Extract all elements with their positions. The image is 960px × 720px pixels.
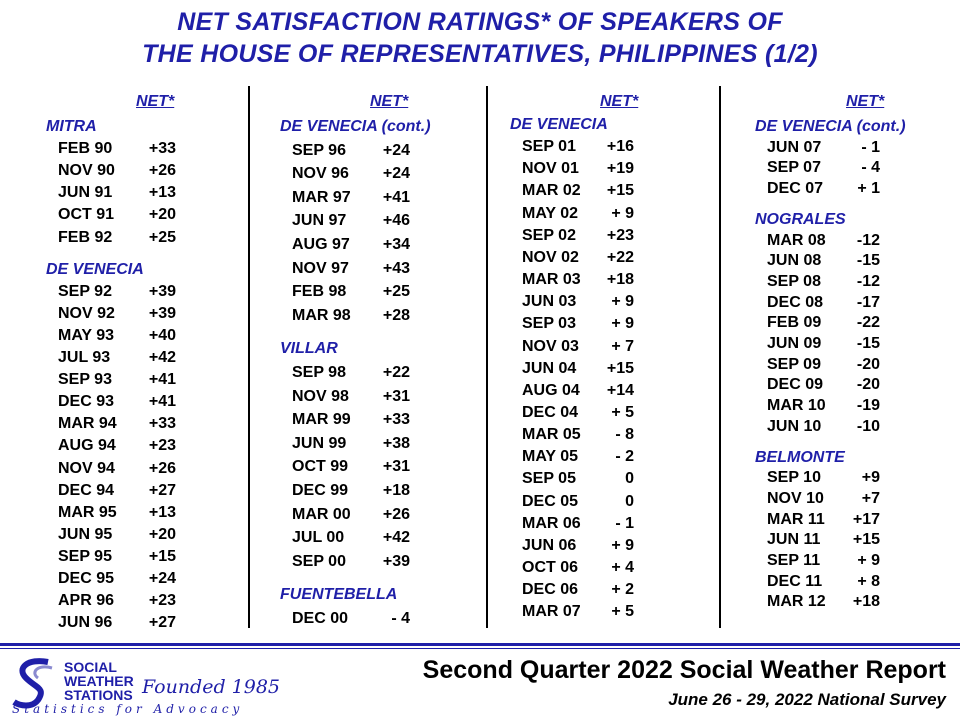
survey-date: MAR 07 [522,603,581,621]
survey-date: MAR 12 [767,593,826,611]
net-rating-value: - 4 [861,159,880,177]
net-rating-value: +27 [148,481,176,499]
net-rating-value: +14 [606,381,634,399]
survey-date: SEP 00 [292,552,346,570]
net-rating-value: +22 [606,248,634,266]
net-rating-value: -22 [856,314,880,332]
survey-date: DEC 95 [58,570,115,587]
survey-date: AUG 97 [292,236,350,253]
survey-date: JUN 04 [522,359,577,377]
survey-date: OCT 91 [58,206,115,224]
net-rating-value: +34 [382,236,410,253]
survey-date: JUN 95 [58,525,113,543]
survey-date: SEP 03 [522,315,576,333]
net-rating-value: + 7 [611,337,634,355]
net-rating-value: - 1 [615,514,634,532]
survey-date: JUN 97 [292,212,347,230]
net-rating-value: +26 [382,505,410,523]
logo-line-social: SOCIAL [64,659,117,675]
net-rating-value: +41 [148,393,176,411]
survey-date: MAR 00 [292,505,351,523]
survey-date: SEP 02 [522,226,576,244]
survey-date: DEC 93 [58,393,115,411]
net-header-1: NET* [136,93,175,110]
net-rating-value: +19 [606,160,634,178]
speaker-name: FUENTEBELLA [280,586,398,604]
net-rating-value: +18 [852,593,880,611]
net-rating-value: + 5 [611,403,634,421]
net-rating-value: + 9 [857,552,880,569]
net-rating-value: +33 [148,415,176,433]
net-rating-value: +22 [382,364,410,381]
net-rating-value: +43 [382,259,410,277]
net-rating-value: +25 [382,283,410,301]
logo-line-stations: STATIONS [64,687,133,703]
survey-date: NOV 10 [767,489,824,507]
net-rating-value: +39 [148,282,176,300]
survey-date: SEP 09 [767,355,821,373]
survey-date: AUG 94 [58,437,116,455]
survey-date: MAY 02 [522,204,579,222]
net-rating-value: +15 [148,547,176,565]
net-rating-value: + 8 [857,572,880,590]
survey-date: AUG 04 [522,381,580,399]
net-rating-value: +33 [382,411,410,429]
survey-date: MAR 05 [522,426,581,444]
net-rating-value: -20 [856,355,880,373]
report-title: Second Quarter 2022 Social Weather Report [422,656,946,684]
survey-date: JUN 08 [767,252,822,270]
net-rating-value: +33 [148,140,176,158]
survey-date: MAR 95 [58,503,117,521]
survey-date: MAR 97 [292,188,351,206]
survey-date: SEP 92 [58,282,112,300]
net-rating-value: +23 [148,437,176,455]
column-divider-3 [719,86,721,628]
net-rating-value: +13 [148,503,176,521]
logo-founded: Founded 1985 [142,676,281,698]
net-rating-value: +20 [148,525,176,543]
survey-date: APR 96 [58,592,115,610]
net-rating-value: +23 [148,592,176,610]
net-rating-value: +16 [606,138,634,156]
survey-date: SEP 96 [292,141,346,159]
net-rating-value: +39 [382,552,410,570]
survey-date: JUN 07 [767,138,822,156]
survey-date: DEC 07 [767,180,824,198]
logo-line-weather: WEATHER [64,673,134,689]
footer-rule-thin [0,648,960,649]
survey-date: NOV 92 [58,304,115,322]
survey-date: SEP 08 [767,272,821,290]
net-rating-value: +40 [148,326,176,344]
net-rating-value: +24 [148,570,176,587]
survey-date: NOV 90 [58,162,115,180]
survey-date: NOV 96 [292,165,349,183]
net-rating-value: +17 [852,510,880,528]
net-rating-value: +20 [148,206,176,224]
net-rating-value: +27 [148,614,176,632]
net-rating-value: -15 [856,252,880,270]
column-divider-1 [248,86,250,628]
net-rating-value: +26 [148,459,176,477]
speaker-name: NOGRALES [755,210,846,228]
survey-date: SEP 01 [522,138,576,156]
survey-date: FEB 09 [767,314,822,332]
survey-date: NOV 01 [522,160,579,178]
survey-date: JUN 06 [522,536,577,554]
survey-date: MAR 08 [767,231,826,249]
net-rating-value: + 4 [611,559,634,576]
net-rating-value: +38 [382,434,410,452]
survey-date: SEP 95 [58,547,112,565]
survey-dates: June 26 - 29, 2022 National Survey [668,690,946,709]
net-rating-value: -12 [856,272,880,290]
net-rating-value: + 9 [611,204,634,222]
net-rating-value: -12 [856,231,880,249]
survey-date: SEP 98 [292,364,346,381]
survey-date: NOV 97 [292,259,349,277]
survey-date: JUN 99 [292,434,347,452]
survey-date: FEB 98 [292,283,347,301]
net-rating-value: +31 [382,387,410,405]
survey-date: JUN 09 [767,335,822,352]
net-rating-value: 0 [625,492,634,510]
net-rating-value: + 2 [611,581,634,599]
net-rating-value: +13 [148,184,176,202]
survey-date: MAR 94 [58,415,117,433]
survey-date: SEP 07 [767,159,821,177]
net-rating-value: +24 [382,141,410,159]
survey-date: DEC 08 [767,293,824,311]
speaker-name: DE VENECIA [510,116,608,133]
title-line-2: THE HOUSE OF REPRESENTATIVES, PHILIPPINES (1/2) [142,40,818,68]
survey-date: SEP 05 [522,470,576,488]
net-rating-value: +15 [606,359,634,377]
survey-date: JUN 10 [767,417,822,435]
survey-date: DEC 94 [58,481,115,499]
survey-date: JUN 11 [767,531,821,549]
net-rating-value: +23 [606,226,634,244]
speaker-name: MITRA [46,118,97,135]
survey-date: DEC 04 [522,403,579,421]
net-rating-value: -19 [856,397,880,415]
net-rating-value: +24 [382,165,410,183]
net-rating-value: + 9 [611,536,634,554]
net-rating-value: -10 [856,417,880,435]
survey-date: SEP 93 [58,371,112,389]
survey-date: MAY 05 [522,448,579,466]
logo-org-name [64,660,134,702]
survey-date: MAY 93 [58,326,115,344]
net-rating-value: +42 [148,349,176,366]
survey-date: DEC 05 [522,492,579,510]
speaker-name: BELMONTE [755,448,845,466]
net-rating-value: +46 [382,212,410,230]
net-rating-value: +15 [606,182,634,200]
net-rating-value: +15 [852,531,880,549]
survey-date: MAR 10 [767,397,826,415]
net-rating-value: 0 [625,470,634,488]
net-rating-value: +41 [382,188,410,206]
net-rating-value: + 1 [857,180,880,198]
survey-date: OCT 06 [522,559,579,576]
net-rating-value: +42 [382,529,410,547]
net-rating-value: -20 [856,376,880,394]
survey-date: MAR 99 [292,411,351,429]
survey-date: MAR 98 [292,306,351,324]
net-rating-value: +9 [861,469,880,487]
net-rating-value: -15 [856,335,880,352]
survey-date: NOV 94 [58,459,115,477]
footer-rule [0,643,960,646]
survey-date: DEC 99 [292,482,349,499]
net-rating-value: +31 [382,458,410,476]
net-header-2: NET* [370,93,409,110]
survey-date: MAR 02 [522,182,581,200]
net-header-4: NET* [846,93,885,110]
net-rating-value: +26 [148,162,176,180]
survey-date: FEB 90 [58,140,113,158]
net-rating-value: +39 [148,304,176,322]
survey-date: NOV 02 [522,248,579,266]
survey-date: DEC 06 [522,581,579,599]
net-rating-value: - 8 [615,426,634,444]
net-rating-value: +28 [382,306,410,324]
net-rating-value: + 5 [611,603,634,621]
survey-date: OCT 99 [292,458,349,476]
net-rating-value: + 9 [611,315,634,333]
speaker-name: DE VENECIA (cont.) [755,118,906,135]
survey-date: JUL 93 [58,349,111,366]
survey-date: MAR 03 [522,271,581,289]
survey-date: DEC 00 [292,610,349,627]
survey-date: MAR 06 [522,514,581,532]
net-rating-value: + 9 [611,293,634,311]
net-header-3: NET* [600,93,639,110]
survey-date: FEB 92 [58,228,113,246]
net-rating-value: +18 [606,271,634,289]
survey-date: MAR 11 [767,510,825,528]
net-rating-value: +41 [148,371,176,389]
survey-date: SEP 10 [767,469,821,487]
page-title [0,6,960,70]
survey-date: JUL 00 [292,529,345,547]
speaker-name: VILLAR [280,340,338,358]
column-divider-2 [486,86,488,628]
survey-date: NOV 98 [292,387,349,405]
net-rating-value: - 1 [861,138,880,156]
net-rating-value: - 2 [615,448,634,466]
logo-tagline: Statistics for Advocacy [12,702,244,716]
survey-date: NOV 03 [522,337,579,355]
survey-date: JUN 03 [522,293,577,311]
survey-date: JUN 96 [58,614,113,632]
net-rating-value: +7 [861,489,880,507]
speaker-name: DE VENECIA (cont.) [280,118,431,135]
survey-date: JUN 91 [58,184,113,202]
survey-date: DEC 11 [767,572,823,590]
title-line-1: NET SATISFACTION RATINGS* OF SPEAKERS OF [177,8,783,36]
net-rating-value: +18 [382,482,410,499]
survey-date: SEP 11 [767,552,821,569]
survey-date: DEC 09 [767,376,824,394]
net-rating-value: +25 [148,228,176,246]
speaker-name: DE VENECIA [46,260,144,278]
net-rating-value: -17 [856,293,880,311]
net-rating-value: - 4 [391,610,410,627]
